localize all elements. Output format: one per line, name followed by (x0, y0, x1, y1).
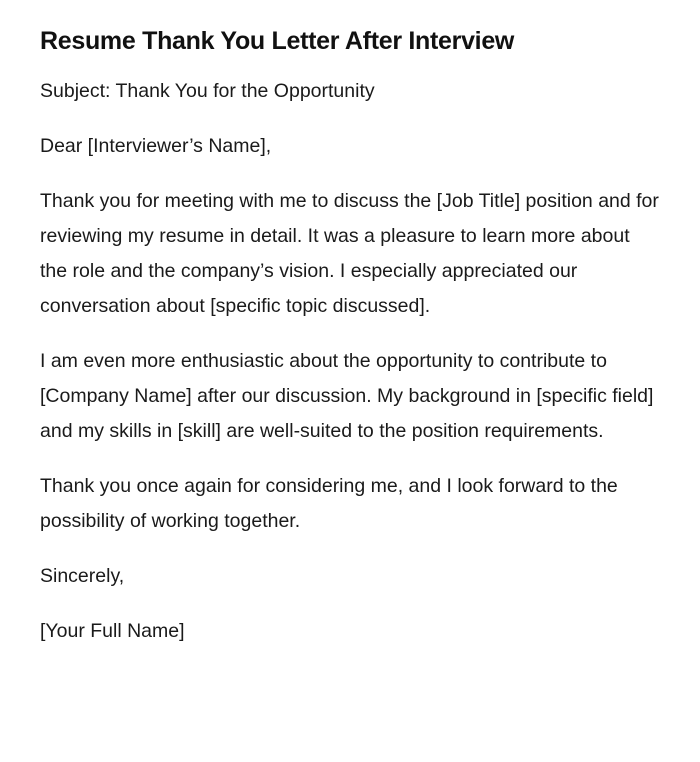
letter-document (40, 24, 660, 669)
signature: [Your Full Name] (40, 620, 185, 642)
body-paragraph-3: Thank you once again for considering me, and I look forward to the possibility of working together. (40, 475, 618, 532)
page-title: Resume Thank You Letter After Interview (40, 27, 515, 55)
subject-line: Subject: Thank You for the Opportunity (40, 80, 375, 102)
closing: Sincerely, (40, 565, 125, 587)
body-paragraph-1: Thank you for meeting with me to discuss the [Job Title] position and for reviewing my resume in detail. It was a pleasure to learn more about the role and the company’s vision. I especially appreciated our conversation about [specific topic discussed]. (40, 190, 659, 317)
salutation: Dear [Interviewer’s Name], (40, 135, 272, 157)
body-paragraph-2: I am even more enthusiastic about the opportunity to contribute to [Company Name] after our discussion. My background in [specific field] and my skills in [skill] are well-suited to the position requirements. (40, 350, 654, 442)
